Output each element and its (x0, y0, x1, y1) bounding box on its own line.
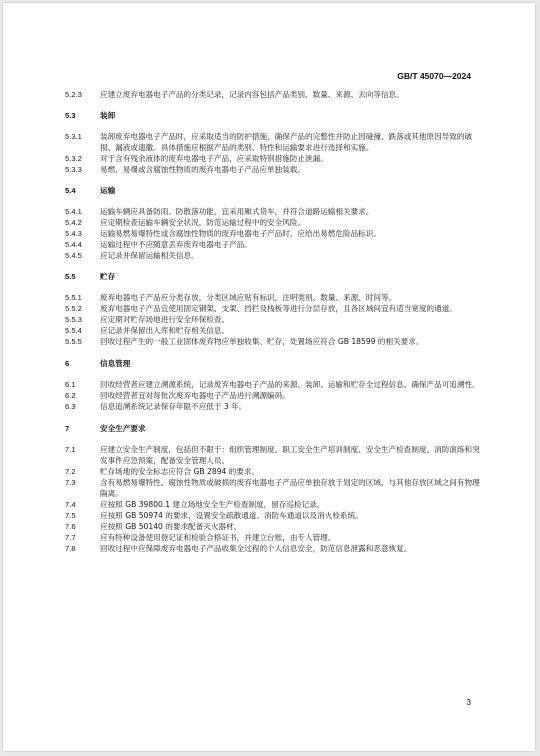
clause-number: 5.3.1 (65, 132, 82, 141)
clause-text: 应按照 GB 50974 的要求，设置安全疏散通道、消防车通道以及消火栓系统。 (100, 511, 363, 520)
subsection-heading (65, 110, 481, 121)
clause-number: 7.3 (65, 478, 76, 487)
clause-number: 5.3.2 (65, 154, 82, 163)
clause-text: 运输易燃易爆特性或含腐蚀性物质的废弃电器电子产品时，应给出易燃危险品标识。 (100, 229, 381, 238)
clause-item (65, 217, 481, 228)
clause-number: 5.5.1 (65, 293, 82, 302)
clause-number: 5.3.3 (65, 165, 82, 174)
clause-text: 回收经营者应建立溯源系统，记录废弃电器电子产品的来源、装卸、运输和贮存全过程信息，确保产品可追溯性。 (100, 380, 480, 389)
clause-text: 应定期对贮存场地进行安全环保检查。 (100, 315, 230, 324)
clause-text: 贮存 (100, 272, 116, 281)
clause-number: 6 (65, 359, 70, 368)
clause-text: 回收经营者宜对每批次废弃电器电子产品进行溯源编码。 (100, 391, 290, 400)
spacer (65, 100, 481, 110)
section-heading (65, 423, 481, 434)
clause-item (65, 250, 481, 261)
clause-item (65, 379, 481, 390)
clause-item (65, 532, 481, 543)
clause-text: 信息管理 (100, 359, 131, 368)
clause-number: 7.4 (65, 500, 76, 509)
clause-text: 含有易燃易爆特性、腐蚀性物质或破损的废弃电器电子产品应单独存放于划定的区域，与其他存放区域之间有物理隔离。 (100, 478, 480, 498)
document-page (3, 3, 535, 751)
clause-item (65, 444, 481, 466)
page-number: 3 (466, 698, 471, 707)
section-heading (65, 358, 481, 369)
clause-item (65, 153, 481, 164)
clause-text: 回收过程产生的一般工业固体废弃物应单独收集、贮存，处置场应符合 GB 18599 的相关要求。 (100, 337, 424, 346)
clause-number: 5.5.3 (65, 315, 82, 324)
spacer (65, 412, 481, 423)
clause-text: 贮存场地的安全标志应符合 GB 2894 的要求。 (100, 467, 260, 476)
clause-number: 5.2.3 (65, 90, 82, 99)
clause-item (65, 543, 481, 554)
clause-number: 6.3 (65, 402, 76, 411)
clause-item (65, 401, 481, 412)
clause-text: 应有特种设备使用登记证和检验合格证书，并建立台账，由专人管理。 (100, 533, 336, 542)
clause-number: 5.5 (65, 272, 76, 281)
clause-number: 5.4 (65, 186, 76, 195)
clause-number: 5.5.2 (65, 304, 82, 313)
spacer (65, 261, 481, 271)
clause-item (65, 510, 481, 521)
spacer (65, 434, 481, 444)
clause-number: 7.7 (65, 533, 76, 542)
clause-number: 7.6 (65, 522, 76, 531)
clause-item (65, 521, 481, 532)
clause-text: 运输过程中不应随意丢弃废弃电器电子产品。 (100, 240, 252, 249)
clause-number: 5.3 (65, 111, 76, 120)
clause-text: 应建立废弃电器电子产品的分类记录，记录内容包括产品类别、数量、来源、去向等信息。 (100, 90, 404, 99)
clause-text: 应定期检查运输车辆安全状况，防范运输过程中的安全风险。 (100, 218, 306, 227)
spacer (65, 121, 481, 131)
clause-number: 7.1 (65, 445, 76, 454)
clause-item (65, 325, 481, 336)
clause-number: 5.5.5 (65, 337, 82, 346)
clause-number: 7.5 (65, 511, 76, 520)
clause-text: 装卸 (100, 111, 116, 120)
spacer (65, 347, 481, 358)
clause-item (65, 206, 481, 217)
clause-item (65, 466, 481, 477)
clause-item (65, 390, 481, 401)
clause-text: 易燃、易爆或含腐蚀性物质的废弃电器电子产品应单独装载。 (100, 165, 306, 174)
spacer (65, 282, 481, 292)
clause-number: 5.4.4 (65, 240, 82, 249)
clause-text: 应建立安全生产制度，包括但不限于：组织管理制度、职工安全生产培训制度、安全生产检查制度、消防演练和突发事件应急预案，配备安全管理人员。 (100, 445, 480, 465)
clause-number: 7.8 (65, 544, 76, 553)
clause-item (65, 164, 481, 175)
clause-text: 对于含有残余液体的废弃电器电子产品，应采取特别措施防止泄漏。 (100, 154, 328, 163)
clause-number: 7 (65, 424, 70, 433)
clause-text: 运输车辆应具备防雨、防散落功能，宜采用厢式货车，并符合道路运输相关要求。 (100, 207, 374, 216)
clause-item (65, 131, 481, 153)
clause-text: 废弃电器电子产品应分类存放，分类区域应贴有标识，注明类别、数量、来源、时间等。 (100, 293, 397, 302)
clause-number: 5.4.3 (65, 229, 82, 238)
standard-number: GB/T 45070—2024 (397, 71, 471, 81)
clause-item (65, 239, 481, 250)
clause-item (65, 89, 481, 100)
clause-item (65, 336, 481, 347)
clause-item (65, 499, 481, 510)
spacer (65, 175, 481, 185)
clause-text: 信息追溯系统记录保存年限不应低于 3 年。 (100, 402, 247, 411)
clause-text: 应按照 GB 50140 的要求配备灭火器材。 (100, 522, 242, 531)
clause-text: 装卸废弃电器电子产品时，应采取适当的防护措施，确保产品的完整性并防止因碰撞、跌落或其他原因导致的破损、漏液或遗撒。具体措施应根据产品的类别、特性和运输要求进行选择和实施。 (100, 132, 473, 152)
clause-number: 5.4.5 (65, 251, 82, 260)
clause-number: 5.5.4 (65, 326, 82, 335)
subsection-heading (65, 271, 481, 282)
clause-text: 运输 (100, 186, 116, 195)
spacer (65, 196, 481, 206)
clause-item (65, 477, 481, 499)
clause-item (65, 314, 481, 325)
spacer (65, 369, 481, 379)
clause-number: 6.1 (65, 380, 76, 389)
clause-number: 5.4.2 (65, 218, 82, 227)
clause-text: 废弃电器电子产品宜使用固定钢架、支架、挡栏及栈板等进行分层存放，且各区域间宜有适当宽度的通道。 (100, 304, 457, 313)
clause-text: 应按照 GB 39800.1 建立场地安全生产检查制度，留存巡检记录。 (100, 500, 325, 509)
subsection-heading (65, 185, 481, 196)
clause-number: 7.2 (65, 467, 76, 476)
document-body (65, 89, 481, 554)
clause-item (65, 228, 481, 239)
clause-item (65, 303, 481, 314)
clause-item (65, 292, 481, 303)
clause-text: 回收过程中应保障废弃电器电子产品收集全过程的个人信息安全，防范信息泄露和恶意恢复。 (100, 544, 412, 553)
clause-number: 6.2 (65, 391, 76, 400)
clause-text: 安全生产要求 (100, 424, 146, 433)
clause-text: 应记录并保留运输相关信息。 (100, 251, 199, 260)
clause-text: 应记录并保留出入库和贮存相关信息。 (100, 326, 230, 335)
clause-number: 5.4.1 (65, 207, 82, 216)
